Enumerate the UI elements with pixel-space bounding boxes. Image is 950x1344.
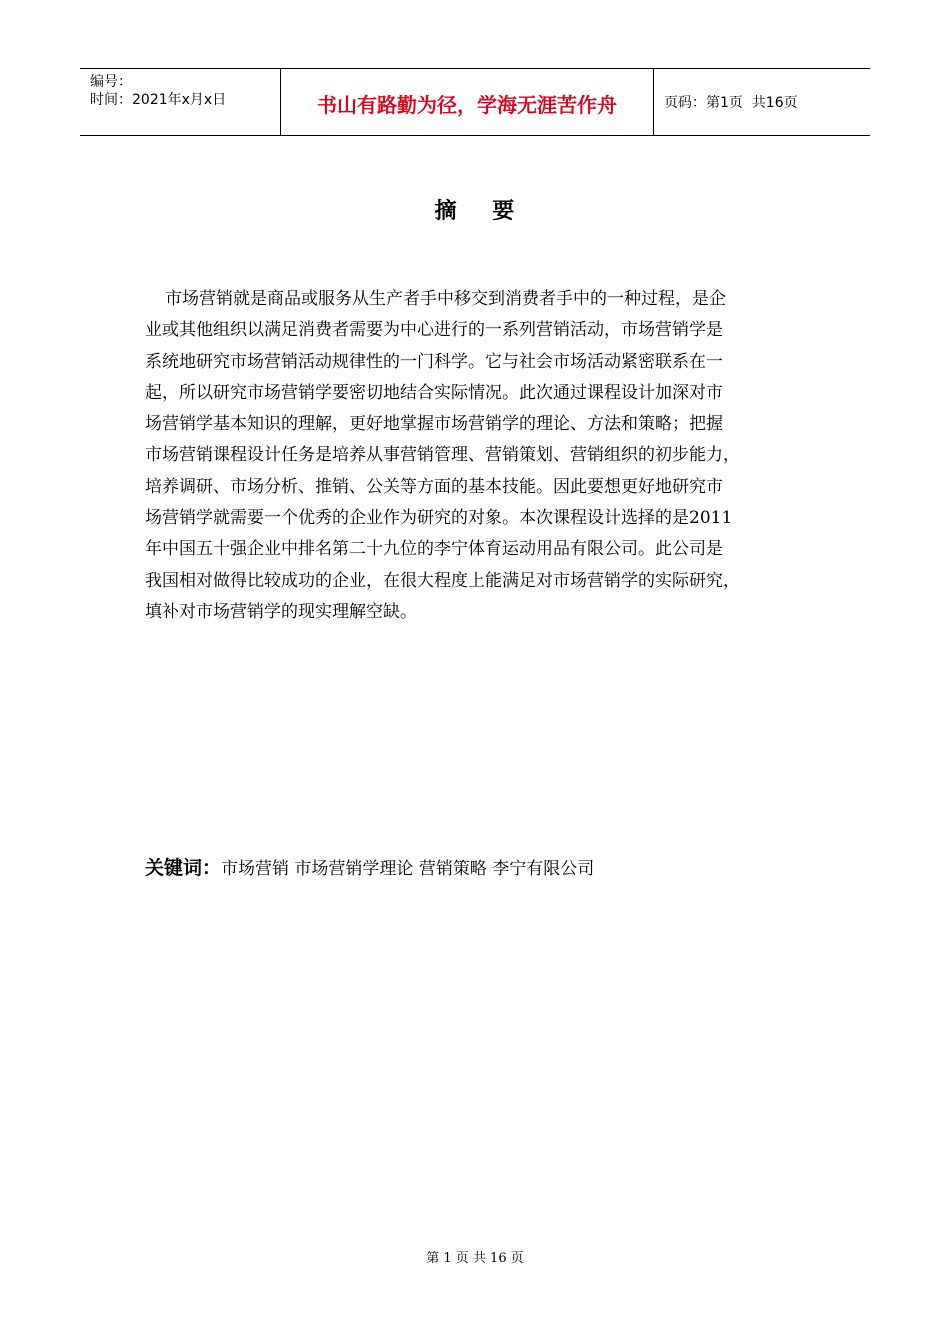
- abstract-line: 我国相对做得比较成功的企业，在很大程度上能满足对市场营销学的实际研究，: [145, 570, 740, 591]
- page-footer: 第 1 页 共 16 页: [426, 1251, 524, 1266]
- keywords-section: [145, 856, 594, 881]
- header-motto: 书山有路勤为径，学海无涯苦作舟: [317, 92, 617, 117]
- abstract-line: 业或其他组织以满足消费者需要为中心进行的一系列营销活动，市场营销学是: [145, 320, 723, 341]
- document-number-label: 编号：: [90, 74, 132, 90]
- header-table: [80, 68, 870, 136]
- header-meta-cell: [80, 69, 281, 135]
- abstract-line: 市场营销就是商品或服务从生产者手中移交到消费者手中的一种过程，是企: [165, 289, 726, 309]
- abstract-line: 场营销学就需要一个优秀的企业作为研究的对象。本次课程设计选择的是2011: [145, 508, 733, 529]
- abstract-line: 填补对市场营销学的现实理解空缺。: [145, 601, 417, 622]
- abstract-line: 场营销学基本知识的理解，更好地掌握市场营销学的理论、方法和策略；把握: [145, 414, 723, 435]
- keywords-value: 市场营销 市场营销学理论 营销策略 李宁有限公司: [221, 859, 595, 879]
- abstract-line: 培养调研、市场分析、推销、公关等方面的基本技能。因此要想更好地研究市: [145, 476, 723, 497]
- header-motto-cell: [281, 69, 654, 135]
- abstract-line: 市场营销课程设计任务是培养从事营销管理、营销策划、营销组织的初步能力，: [145, 445, 740, 466]
- header-page-cell: [654, 69, 870, 135]
- page-title: 摘 要: [434, 199, 516, 224]
- document-date: 时间：2021年x月x日: [90, 92, 227, 108]
- keywords-label: 关键词：: [145, 857, 222, 879]
- abstract-line: 系统地研究市场营销活动规律性的一门科学。它与社会市场活动紧密联系在一: [145, 351, 723, 372]
- abstract-line: 起，所以研究市场营销学要密切地结合实际情况。此次通过课程设计加深对市: [145, 382, 723, 403]
- abstract-body: [145, 284, 815, 628]
- abstract-line: 年中国五十强企业中排名第二十九位的李宁体育运动用品有限公司。此公司是: [145, 539, 723, 560]
- header-page-info: 页码：第1页 共16页: [664, 95, 798, 111]
